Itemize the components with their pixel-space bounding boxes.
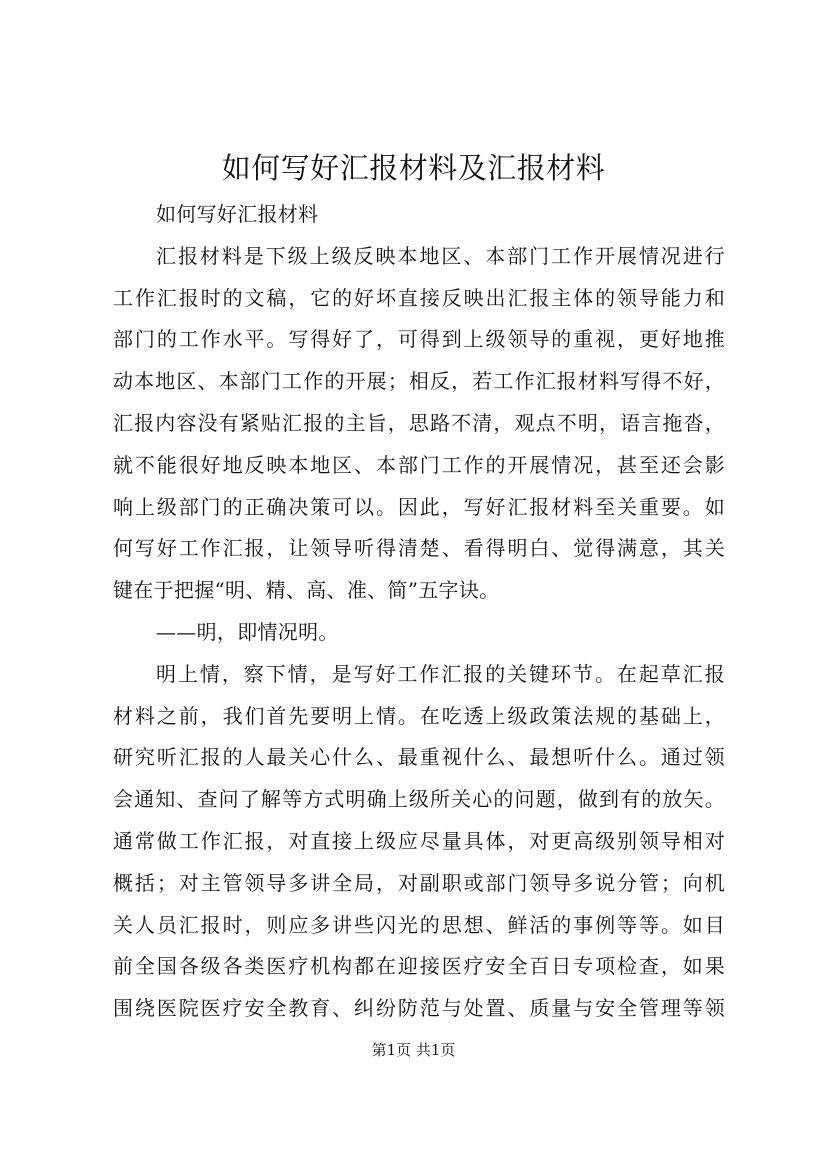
paragraph-line: 键在于把握“明、精、高、准、简”五字诀。 xyxy=(113,578,500,603)
document-title: 如何写好汇报材料及汇报材料 xyxy=(221,151,606,185)
paragraph-line: 何写好工作汇报，让领导听得清楚、看得明白、觉得满意，其关 xyxy=(113,536,725,561)
paragraph-line: 汇报内容没有紧贴汇报的主旨，思路不清，观点不明，语言拖沓， xyxy=(113,410,725,435)
paragraph-line: 材料之前，我们首先要明上情。在吃透上级政策法规的基础上， xyxy=(113,703,725,728)
paragraph-line: 汇报材料是下级上级反映本地区、本部门工作开展情况进行 xyxy=(156,243,725,268)
paragraph-line: 就不能很好地反映本地区、本部门工作的开展情况，甚至还会影 xyxy=(113,452,725,477)
paragraph-line: 明上情，察下情，是写好工作汇报的关键环节。在起草汇报 xyxy=(156,661,725,686)
paragraph-line: 通常做工作汇报，对直接上级应尽量具体，对更高级别领导相对 xyxy=(113,828,725,853)
paragraph-line: 响上级部门的正确决策可以。因此，写好汇报材料至关重要。如 xyxy=(113,494,725,519)
paragraph-line: 概括；对主管领导多讲全局，对副职或部门领导多说分管；向机 xyxy=(113,870,725,895)
paragraph-line: 前全国各级各类医疗机构都在迎接医疗安全百日专项检查，如果 xyxy=(113,954,725,979)
paragraph-line: 围绕医院医疗安全教育、纠纷防范与处置、质量与安全管理等领 xyxy=(113,996,725,1021)
paragraph-line: 工作汇报时的文稿，它的好坏直接反映出汇报主体的领导能力和 xyxy=(113,285,725,310)
subtitle-line: 如何写好汇报材料 xyxy=(156,202,319,226)
paragraph-line: 动本地区、本部门工作的开展；相反，若工作汇报材料写得不好， xyxy=(113,369,725,394)
paragraph-line: 会通知、查问了解等方式明确上级所关心的问题，做到有的放矢。 xyxy=(113,787,725,812)
page-footer: 第1页 共1页 xyxy=(371,1041,456,1059)
paragraph-line: 部门的工作水平。写得好了，可得到上级领导的重视，更好地推 xyxy=(113,327,725,352)
paragraph-line: 研究听汇报的人最关心什么、最重视什么、最想听什么。通过领 xyxy=(113,745,725,770)
document-body xyxy=(113,194,725,1030)
paragraph-line: 关人员汇报时，则应多讲些闪光的思想、鲜活的事例等等。如目 xyxy=(113,912,725,937)
section-heading-line: ——明，即情况明。 xyxy=(156,619,339,644)
